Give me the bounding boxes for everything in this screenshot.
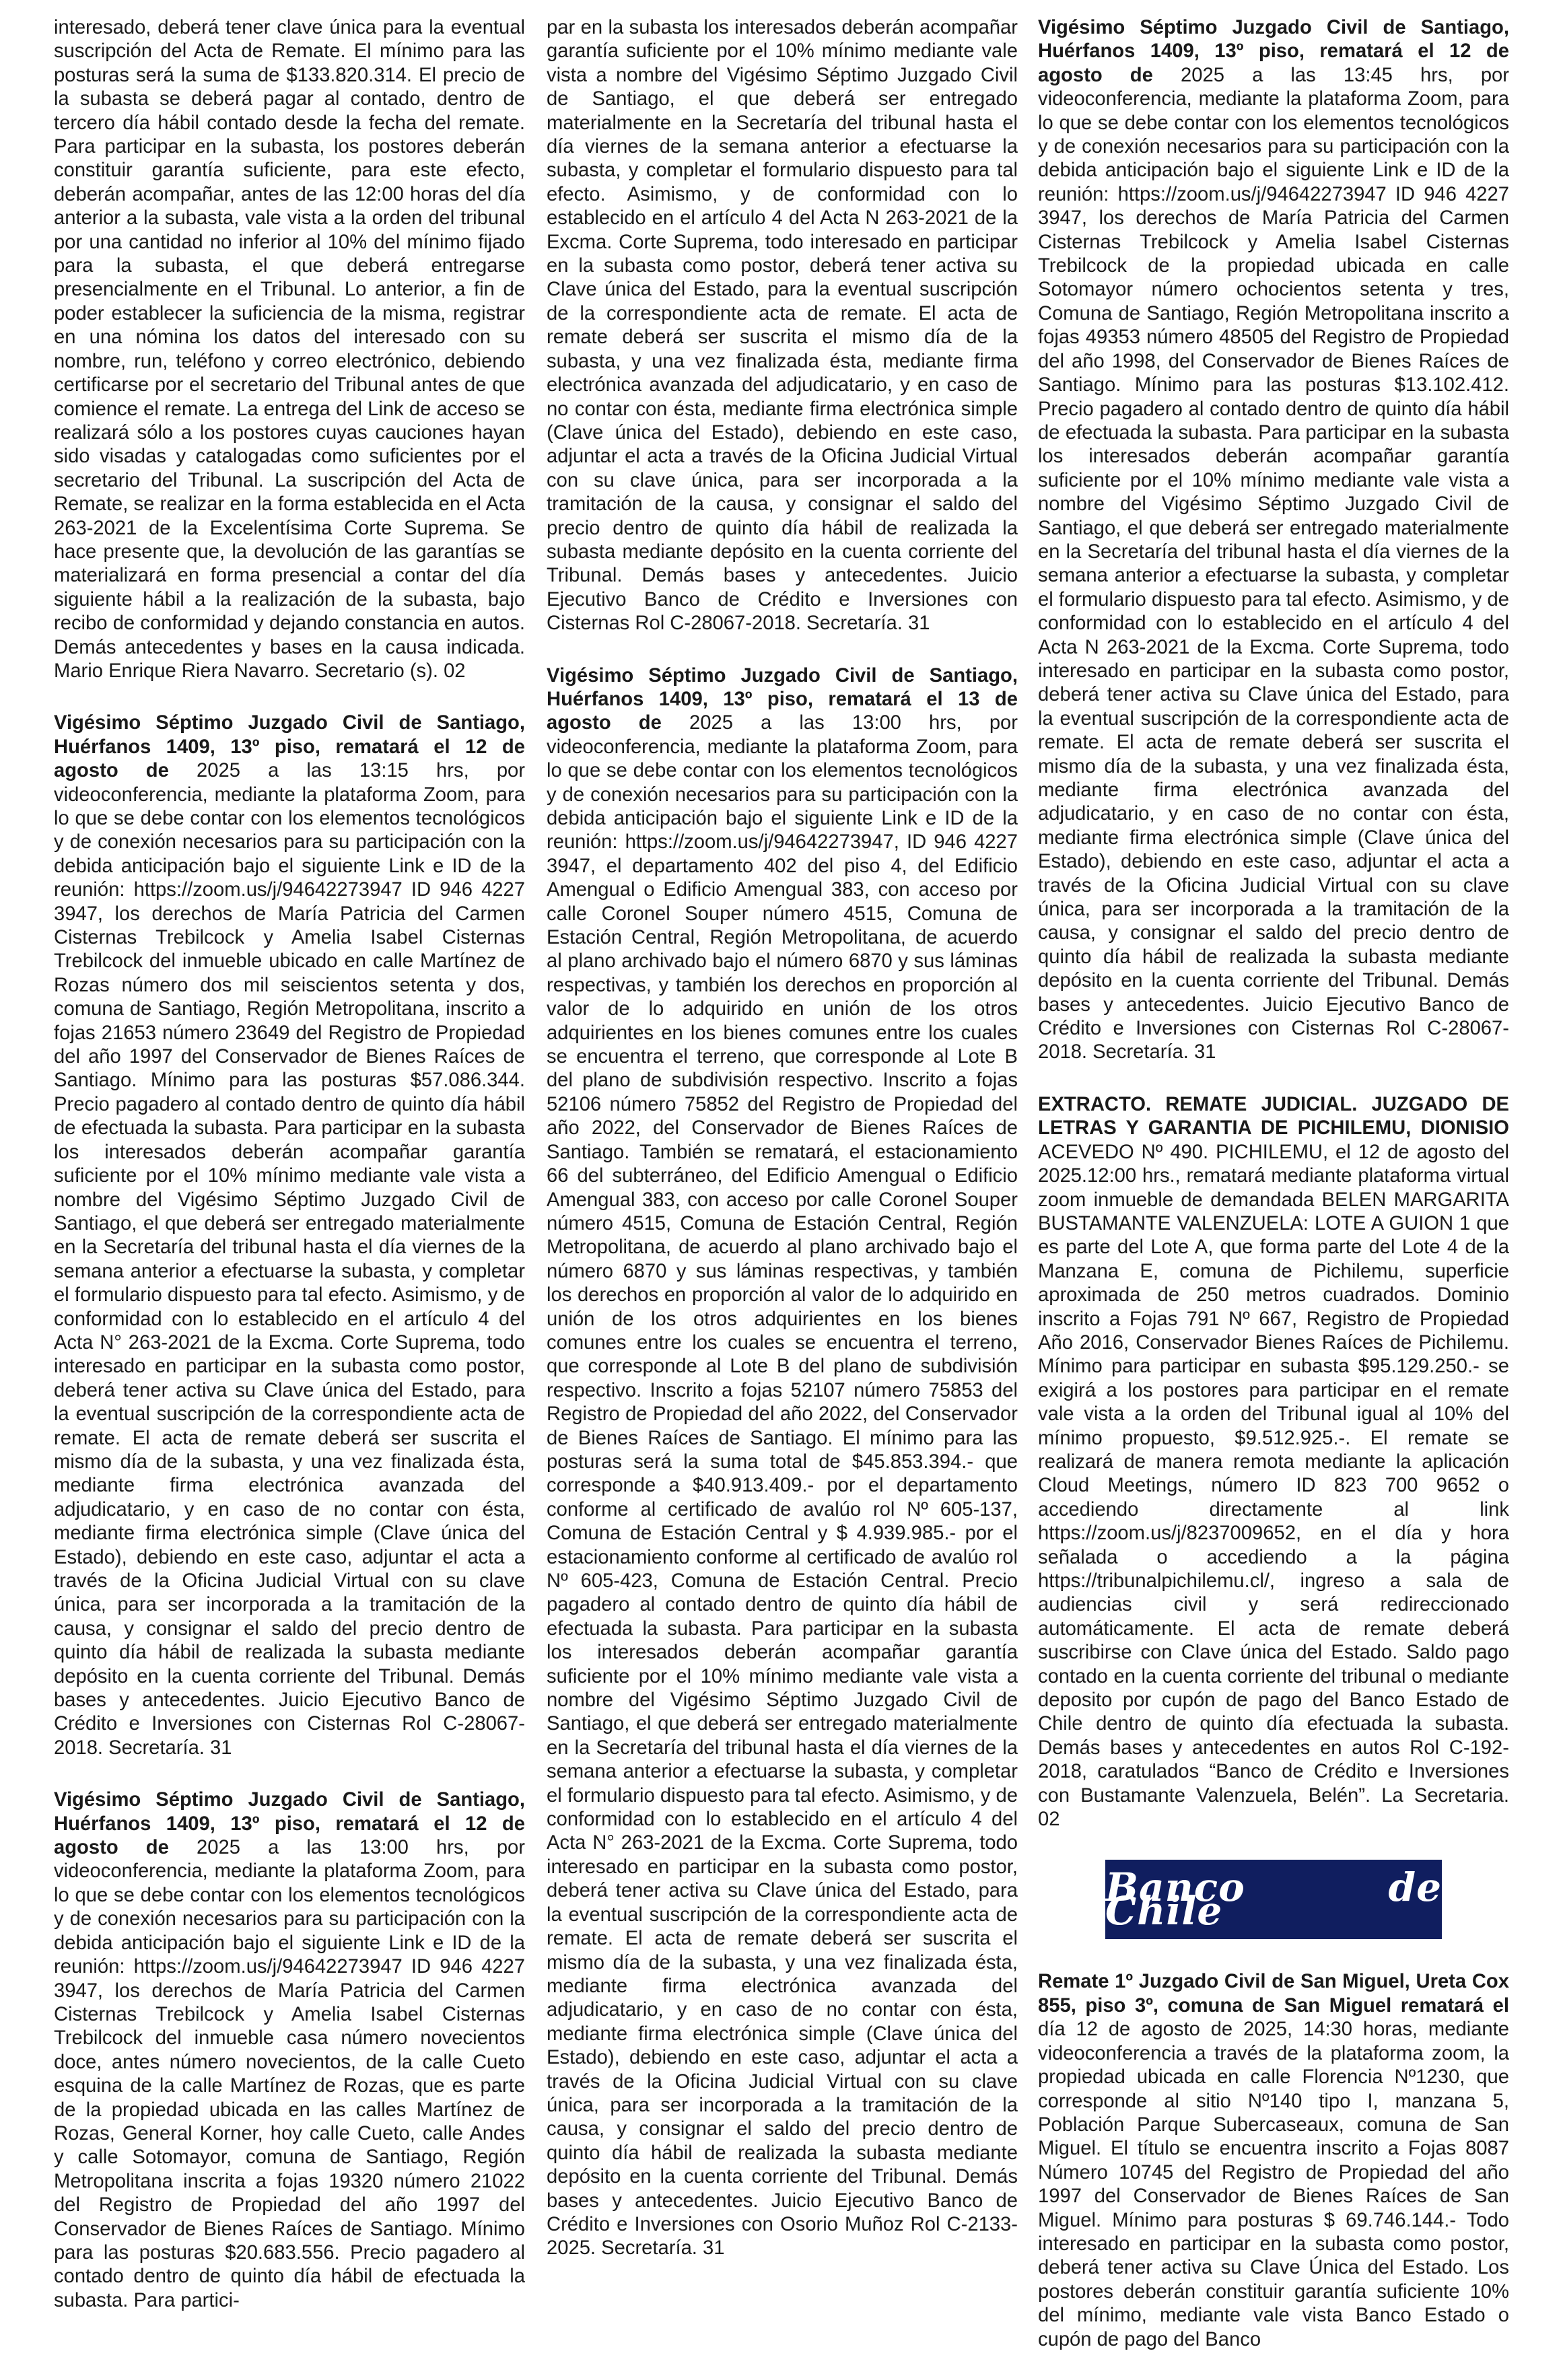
banco-de-chile-logo	[1105, 1860, 1442, 1939]
logo-text: Banco de Chile	[1105, 1864, 1442, 1934]
notice-body: ACEVEDO Nº 490. PICHILEMU, el 12 de agosto del 2025.12:00 hrs., rematará mediante plataforma virtual zoom inmueble de demandada BELEN MARGARITA BUSTAMANTE VALENZUELA: LOTE A GUION 1 que es parte del Lote A, que forma parte del Lote 4 de la Manzana E, comuna de Pichilemu, superficie aproximada de 250 metros cuadrados. Dominio inscrito a Fojas 791 Nº 667, Registro de Propiedad Año 2016, Conservador Bienes Raíces de Pichilemu. Mínimo para participar en subasta $95.129.250.- se exigirá a los postores para participar en el remate vale vista a la orden del Tribunal igual al 10% del mínimo propuesto, $9.512.925.-. El remate se realizará de manera remota mediante la aplicación Cloud Meetings, número ID 823 700 9652 o accediendo directamente al link https://zoom.us/j/8237009652, en el día y hora señalada o accediendo a la página https://tribunalpichilemu.cl/, ingreso a sala de audiencias civil y será redireccionado automáticamente. El acta de remate deberá suscribirse con Clave única del Estado. Saldo pago contado en la cuenta corriente del tribunal o mediante deposito por cupón de pago del Banco Estado de Chile dentro de quinto día efectuada la subasta. Demás bases y antecedentes en autos Rol C-192-2018, caratulados “Banco de Crédito e Inversiones con Bustamante Valenzuela, Belén”. La Secretaria. 02	[1038, 1141, 1509, 1831]
notice-col3-1	[1038, 16, 1509, 1065]
notice-body: día 12 de agosto de 2025, 14:30 horas, mediante videoconferencia a través de la plataforma zoom, la propiedad ubicada en calle Florencia Nº1230, que corresponde al sitio Nº140 tipo I, manzana 5, Población Parque Subercaseaux, comuna de San Miguel. El título se encuentra inscrito a Fojas 8087 Número 10745 del Registro de Propiedad del año 1997 del Conservador de Bienes Raíces de San Miguel. Mínimo para posturas $ 69.746.144.- Todo interesado en participar en la subasta como postor, deberá tener activa su Clave Única del Estado. Los postores deberán constituir garantía suficiente 10% del mínimo, mediante vale vista Banco Estado o cupón de pago del Banco	[1038, 2019, 1509, 2350]
notice-heading: Vigésimo Séptimo Juzgado Civil de Santiago, Huérfanos 1409, 13º piso, rematará el 12 de agosto de	[54, 1789, 525, 1859]
column-2	[547, 16, 1018, 2289]
notice-col3-2	[1038, 1093, 1509, 1832]
notice-body: par en la subasta los interesados deberán acompañar garantía suficiente por el 10% mínimo mediante vale vista a nombre del Vigésimo Séptimo Juzgado Civil de Santiago, el que deberá ser entregado materialmente en la Secretaría del tribunal hasta el día viernes de la semana anterior a efectuarse la subasta, y completar el formulario dispuesto para tal efecto. Asimismo, y de conformidad con lo establecido en el artículo 4 del Acta N 263-2021 de la Excma. Corte Suprema, todo interesado en participar en la subasta como postor, deberá tener activa su Clave única del Estado, para la eventual suscripción de la correspondiente acta de remate. El acta de remate deberá ser suscrita el mismo día de la subasta, y una vez finalizada ésta, mediante firma electrónica avanzada del adjudicatario, y en caso de no contar con ésta, mediante firma electrónica simple (Clave única del Estado), debiendo en este caso, adjuntar el acta a través de la Oficina Judicial Virtual con su clave única, para ser incorporada a la tramitación de la causa, y consignar el saldo del precio dentro de quinto día hábil de realizada la subasta mediante depósito en la cuenta corriente del Tribunal. Demás bases y antecedentes. Juicio Ejecutivo Banco de Crédito e Inversiones con Cisternas Rol C-28067-2018. Secretaría. 31	[547, 17, 1018, 635]
notice-col1-3	[54, 1788, 525, 2313]
notice-body: interesado, deberá tener clave única para la eventual suscripción del Acta de Remate. El mínimo para las posturas será la suma de $133.820.314. El precio de la subasta se deberá pagar al contado, dentro de tercero día hábil contado desde la fecha del remate. Para participar en la subasta, los postores deberán constituir garantía suficiente, para este efecto, deberán acompañar, antes de las 12:00 horas del día anterior a la subasta, vale vista a la orden del tribunal por una cantidad no inferior al 10% del mínimo fijado para la subasta, el que deberá entregarse presencialmente en el Tribunal. Lo anterior, a fin de poder establecer la suficiencia de la misma, registrar en una nómina los datos del interesado con su nombre, run, teléfono y correo electrónico, debiendo certificarse por el secretario del Tribunal antes de que comience el remate. La entrega del Link de acceso se realizará sólo a los postores cuyas cauciones hayan sido visadas y catalogadas como suficientes por el secretario del Tribunal. La suscripción del Acta de Remate, se realizar en la forma establecida en el Acta 263-2021 de la Excelentísima Corte Suprema. Se hace presente que, la devolución de las garantías se materializará en forma presencial a contar del día siguiente hábil a la realización de la subasta, bajo recibo de conformidad y dejando constancia en autos. Demás antecedentes y bases en la causa indicada. Mario Enrique Riera Navarro. Secretario (s). 02	[54, 17, 525, 682]
notice-body: 2025 a las 13:15 hrs, por videoconferencia, mediante la plataforma Zoom, para lo que se debe contar con los elementos tecnológicos y de conexión necesarios para su participación con la debida anticipación bajo el siguiente Link e ID de la reunión: https://zoom.us/j/94642273947 ID 946 4227 3947, los derechos de María Patricia del Carmen Cisternas Trebilcock y Amelia Isabel Cisternas Trebilcock del inmueble ubicado en calle Martínez de Rozas número dos mil seiscientos setenta y dos, comuna de Santiago, Región Metropolitana, inscrito a fojas 21653 número 23649 del Registro de Propiedad del año 1997 del Conservador de Bienes Raíces de Santiago. Mínimo para las posturas $57.086.344. Precio pagadero al contado dentro de quinto día hábil de efectuada la subasta. Para participar en la subasta los interesados deberán acompañar garantía suficiente por el 10% mínimo mediante vale vista a nombre del Vigésimo Séptimo Juzgado Civil de Santiago, el que deberá ser entregado materialmente en la Secretaría del tribunal hasta el día viernes de la semana anterior a efectuarse la subasta, y completar el formulario dispuesto para tal efecto. Asimismo, y de conformidad con lo establecido en el artículo 4 del Acta N° 263-2021 de la Excma. Corte Suprema, todo interesado en participar en la subasta como postor, deberá tener activa su Clave única del Estado, para la eventual suscripción de la correspondiente acta de remate. El acta de remate deberá ser suscrita el mismo día de la subasta, y una vez finalizada ésta, mediante firma electrónica avanzada del adjudicatario, y en caso de no contar con ésta, mediante firma electrónica simple (Clave única del Estado), debiendo en este caso, adjuntar el acta a través de la Oficina Judicial Virtual con su clave única, para ser incorporada a la tramitación de la causa, y consignar el saldo del precio dentro de quinto día hábil de realizada la subasta mediante depósito en la cuenta corriente del Tribunal. Demás bases y antecedentes. Juicio Ejecutivo Banco de Crédito e Inversiones con Cisternas Rol C-28067-2018. Secretaría. 31	[54, 760, 525, 1759]
column-3	[1038, 16, 1509, 2380]
notice-body: 2025 a las 13:00 hrs, por videoconferencia, mediante la plataforma Zoom, para lo que se debe contar con los elementos tecnológicos y de conexión necesarios para su participación con la debida anticipación bajo el siguiente Link e ID de la reunión: https://zoom.us/j/94642273947, ID 946 4227 3947, el departamento 402 del piso 4, del Edificio Amengual o Edificio Amengual 383, con acceso por calle Coronel Souper número 4515, Comuna de Estación Central, Región Metropolitana, de acuerdo al plano archivado bajo el número 6870 y sus láminas respectivas, y también los derechos en proporción al valor de lo adquirido en unión de los otros adquirientes en los bienes comunes entre los cuales se encuentra el terreno, que corresponde al Lote B del plano de subdivisión respectivo. Inscrito a fojas 52106 número 75852 del Registro de Propiedad del año 2022, del Conservador de Bienes Raíces de Santiago. También se rematará, el estacionamiento 66 del subterráneo, del Edificio Amengual o Edificio Amengual 383, con acceso por calle Coronel Souper número 4515, Comuna de Estación Central, Región Metropolitana, de acuerdo al plano archivado bajo el número 6870 y sus láminas respectivas, y también los derechos en proporción al valor de lo adquirido en unión de los otros adquirientes en los bienes comunes entre los cuales se encuentra el terreno, que corresponde al Lote B del plano de subdivisión respectivo. Inscrito a fojas 52107 número 75853 del Registro de Propiedad del año 2022, del Conservador de Bienes Raíces de Santiago. El mínimo para las posturas será la suma total de $45.853.394.- que corresponde a $40.913.409.- por el departamento conforme al certificado de avalúo rol Nº 605-137, Comuna de Estación Central y $ 4.939.985.- por el estacionamiento conforme al certificado de avalúo rol Nº 605-423, Comuna de Estación Central. Precio pagadero al contado dentro de quinto día hábil de efectuada la subasta. Para participar en la subasta los interesados deberán acompañar garantía suficiente por el 10% mínimo mediante vale vista a nombre del Vigésimo Séptimo Juzgado Civil de Santiago, el que deberá ser entregado materialmente en la Secretaría del tribunal hasta el día viernes de la semana anterior a efectuarse la subasta, y completar el formulario dispuesto para tal efecto. Asimismo, y de conformidad con lo establecido en el artículo 4 del Acta N° 263-2021 de la Excma. Corte Suprema, todo interesado en participar en la subasta como postor, deberá tener activa su Clave única del Estado, para la eventual suscripción de la correspondiente acta de remate. El acta de remate deberá ser suscrita el mismo día de la subasta, y una vez finalizada ésta, mediante firma electrónica avanzada del adjudicatario, y en caso de no contar con ésta, mediante firma electrónica simple (Clave única del Estado), debiendo en este caso, adjuntar el acta a través de la Oficina Judicial Virtual con su clave única, para ser incorporada a la tramitación de la causa, y consignar el saldo del precio dentro de quinto día hábil de realizada la subasta mediante depósito en la cuenta corriente del Tribunal. Demás bases y antecedentes. Juicio Ejecutivo Banco de Crédito e Inversiones con Osorio Muñoz Rol C-2133-2025. Secretaría. 31	[547, 712, 1018, 2260]
notice-heading: Vigésimo Séptimo Juzgado Civil de Santiago, Huérfanos 1409, 13º piso, rematará el 13 de agosto de	[547, 664, 1018, 734]
notice-heading: Remate 1º Juzgado Civil de San Miguel, Ureta Cox 855, piso 3º, comuna de San Miguel rematará el	[1038, 1971, 1509, 2017]
notice-heading: Vigésimo Séptimo Juzgado Civil de Santiago, Huérfanos 1409, 13º piso, rematará el 12 de agosto de	[54, 712, 525, 782]
column-1	[54, 16, 525, 2341]
notice-heading: Vigésimo Séptimo Juzgado Civil de Santiago, Huérfanos 1409, 13º piso, rematará el 12 de agosto de	[1038, 17, 1509, 86]
notice-col3-3	[1038, 1970, 1509, 2352]
notice-heading: EXTRACTO. REMATE JUDICIAL. JUZGADO DE LETRAS Y GARANTIA DE PICHILEMU, DIONISIO	[1038, 1093, 1509, 1140]
advertiser-logo-box	[1038, 1860, 1509, 1939]
notice-col2-continued	[547, 16, 1018, 636]
notice-body: 2025 a las 13:45 hrs, por videoconferencia, mediante la plataforma Zoom, para lo que se debe contar con los elementos tecnológicos y de conexión necesarios para su participación con la debida anticipación bajo el siguiente Link e ID de la reunión: https://zoom.us/j/94642273947 ID 946 4227 3947, los derechos de María Patricia del Carmen Cisternas Trebilcock y Amelia Isabel Cisternas Trebilcock de la propiedad ubicada en calle Sotomayor número ochocientos setenta y tres, Comuna de Santiago, Región Metropolitana inscrito a fojas 49353 número 48505 del Registro de Propiedad del año 1998, del Conservador de Bienes Raíces de Santiago. Mínimo para las posturas $13.102.412. Precio pagadero al contado dentro de quinto día hábil de efectuada la subasta. Para participar en la subasta los interesados deberán acompañar garantía suficiente por el 10% mínimo mediante vale vista a nombre del Vigésimo Séptimo Juzgado Civil de Santiago, el que deberá ser entregado materialmente en la Secretaría del tribunal hasta el día viernes de la semana anterior a efectuarse la subasta, y completar el formulario dispuesto para tal efecto. Asimismo, y de conformidad con lo establecido en el artículo 4 del Acta N 263-2021 de la Excma. Corte Suprema, todo interesado en participar en la subasta como postor, deberá tener activa su Clave única del Estado, para la eventual suscripción de la correspondiente acta de remate. El acta de remate deberá ser suscrita el mismo día de la subasta, y una vez finalizada ésta, mediante firma electrónica avanzada del adjudicatario, y en caso de no contar con ésta, mediante firma electrónica simple (Clave única del Estado), debiendo en este caso, adjuntar el acta a través de la Oficina Judicial Virtual con su clave única, para ser incorporada a la tramitación de la causa, y consignar el saldo del precio dentro de quinto día hábil de realizada la subasta mediante depósito en la cuenta corriente del Tribunal. Demás bases y antecedentes. Juicio Ejecutivo Banco de Crédito e Inversiones con Cisternas Rol C-28067-2018. Secretaría. 31	[1038, 64, 1509, 1063]
notice-body: 2025 a las 13:00 hrs, por videoconferencia, mediante la plataforma Zoom, para lo que se debe contar con los elementos tecnológicos y de conexión necesarios para su participación con la debida anticipación bajo el siguiente Link e ID de la reunión: https://zoom.us/j/94642273947 ID 946 4227 3947, los derechos de María Patricia del Carmen Cisternas Trebilcock y Amelia Isabel Cisternas Trebilcock del inmueble casa número novecientos doce, antes número novecientos, de la calle Cueto esquina de la calle Martínez de Rozas, que es parte de la propiedad ubicada en las calles Martínez de Rozas, General Korner, hoy calle Cueto, calle Andes y calle Sotomayor, comuna de Santiago, Región Metropolitana inscrita a fojas 19320 número 21022 del Registro de Propiedad del año 1997 del Conservador de Bienes Raíces de Santiago. Mínimo para las posturas $20.683.556. Precio pagadero al contado dentro de quinto día hábil de efectuada la subasta. Para partici-	[54, 1837, 525, 2311]
notice-col1-2	[54, 711, 525, 1760]
notice-col1-continued	[54, 16, 525, 683]
notice-col2-2	[547, 664, 1018, 2261]
